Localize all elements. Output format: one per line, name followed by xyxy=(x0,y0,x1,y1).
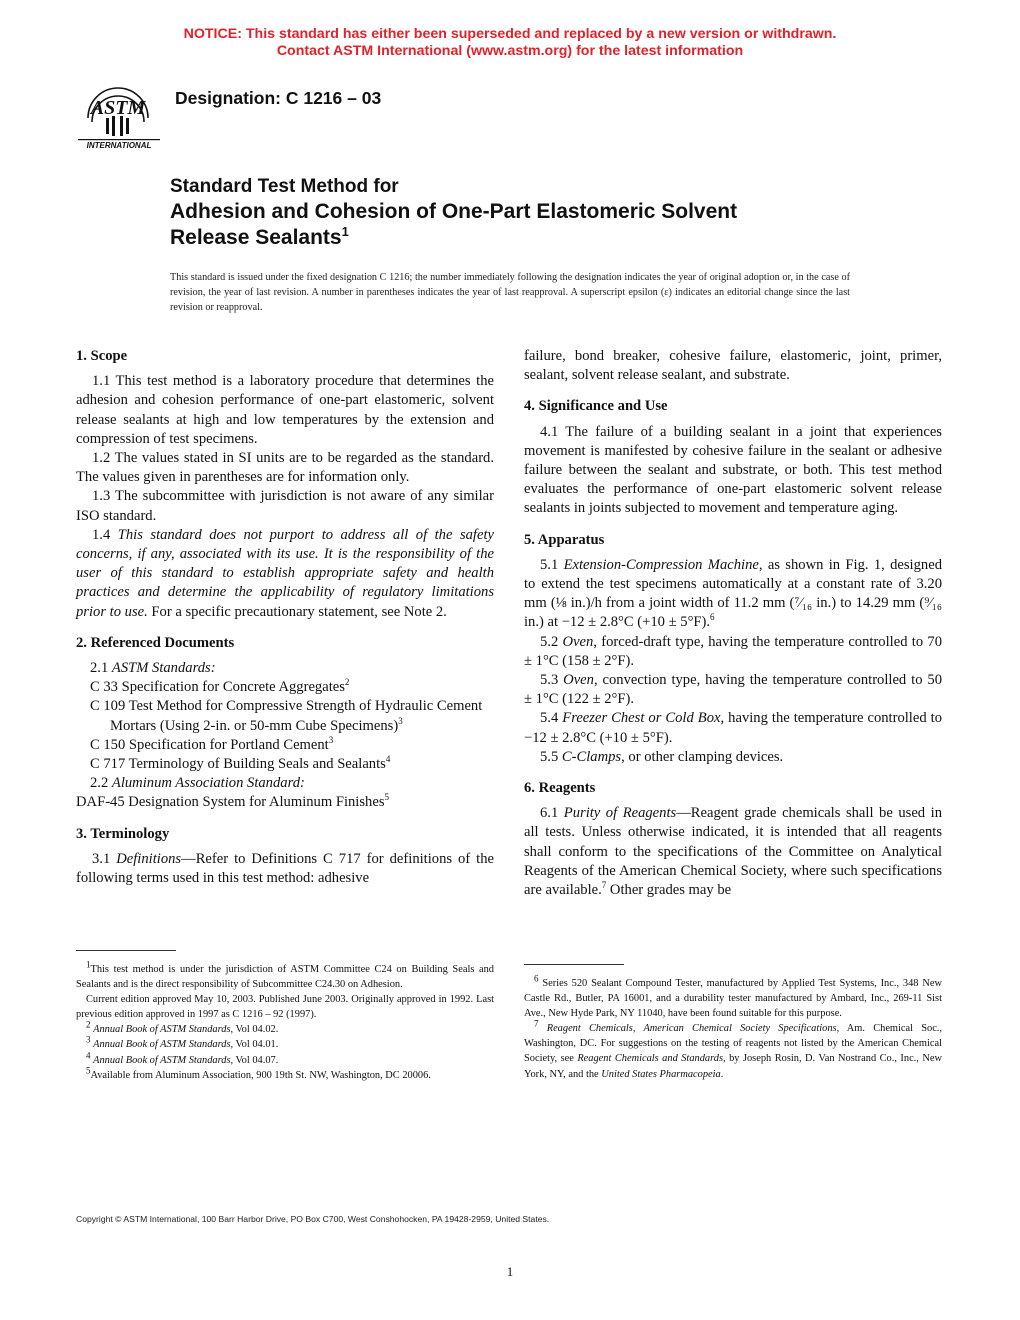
footnote-3-text: , Vol 04.01. xyxy=(230,1039,279,1051)
ref-daf45-text: DAF-45 Designation System for Aluminum Finishes xyxy=(76,794,385,811)
section-5-heading: 5. Apparatus xyxy=(524,531,605,548)
ref-c33 xyxy=(76,678,494,697)
right-column xyxy=(524,347,942,900)
para-1-2: 1.2 The values stated in SI units are to be regarded as the standard. The values given in parentheses are for information only. xyxy=(76,450,494,486)
footnote-7 xyxy=(524,1018,942,1081)
para-6-1-text: —Reagent grade chemicals shall be used in all tests. Unless otherwise indicated, it is intended that all reagents shall conform to the specifications of the Committee on Analytical Reagents of the American Chemical Society, where such specifications are available. xyxy=(524,805,942,899)
section-3-heading: 3. Terminology xyxy=(76,825,170,842)
para-6-1 xyxy=(524,804,942,900)
footnote-1 xyxy=(76,959,494,992)
footnote-7-text-c: . xyxy=(720,1068,724,1080)
para-5-3 xyxy=(524,671,942,709)
para-3-1-italic: Definitions xyxy=(116,850,182,867)
para-6-1-sup: 7 xyxy=(601,880,607,891)
footnote-7-italic-1: Reagent Chemicals, American Chemical Society Specifications xyxy=(546,1023,837,1035)
para-1-3: 1.3 The subcommittee with jurisdiction is not aware of any similar ISO standard. xyxy=(76,488,494,524)
ref-daf45 xyxy=(76,793,494,812)
logo-letters: ASTM xyxy=(90,97,146,119)
para-5-3-text: , convection type, having the temperature controlled to 50 ± 1°C (122 ± 2°F). xyxy=(524,672,942,708)
footnote-7-text-b: , by Joseph Rosin, D. Van Nostrand Co., Inc., New York, NY, and the xyxy=(524,1053,942,1080)
para-5-5-num: 5.5 xyxy=(540,748,559,765)
para-3-1-text: —Refer to Definitions C 717 for definitions of the following terms used in this test method: adhesive xyxy=(76,850,494,887)
para-6-1-end: Other grades may be xyxy=(606,882,732,899)
ref-sub-2-1-num: 2.1 xyxy=(90,660,109,677)
footnote-1b: Current edition approved May 10, 2003. Published June 2003. Originally approved in 1992. Last previous edition approved in 1997 as C 1216 – 92 (1997). xyxy=(76,994,494,1021)
para-5-5-italic: C-Clamps xyxy=(561,748,622,765)
footnote-5-text: Available from Aluminum Association, 900 19th St. NW, Washington, DC 20006. xyxy=(90,1069,431,1081)
para-1-1: 1.1 This test method is a laboratory procedure that determines the adhesion and cohesion performance of one-part elastomeric, solvent release sealants at high and low temperatures by the extension and compression of test specimens. xyxy=(76,373,494,447)
para-5-2-text: , forced-draft type, having the temperature controlled to 70 ± 1°C (158 ± 2°F). xyxy=(524,633,942,669)
notice-banner xyxy=(0,26,1020,60)
para-1-4-num: 1.4 xyxy=(92,526,111,543)
ref-sub-2-2-text: Aluminum Association Standard: xyxy=(111,775,305,792)
para-5-2-num: 5.2 xyxy=(540,633,559,650)
ref-sub-2-2 xyxy=(76,774,494,793)
ref-c150 xyxy=(76,736,494,755)
footnote-2-text: , Vol 04.02. xyxy=(230,1024,279,1036)
ref-c33-sup: 2 xyxy=(344,677,350,688)
footnote-3-num: 3 xyxy=(86,1035,91,1045)
para-3-1 xyxy=(76,850,494,888)
document-title xyxy=(170,175,737,251)
para-5-4-num: 5.4 xyxy=(540,710,559,727)
footnote-7-italic-2: Reagent Chemicals and Standards xyxy=(577,1053,723,1065)
footnote-rule-left xyxy=(76,950,176,951)
footnote-1-text: This test method is under the jurisdiction of ASTM Committee C24 on Building Seals and Sealants and is the direct responsibility of Subcommittee C24.30 on Adhesion. xyxy=(76,964,494,991)
ref-sub-2-2-num: 2.2 xyxy=(90,775,109,792)
ref-sub-2-1 xyxy=(76,659,494,678)
footnote-rule-right xyxy=(524,964,624,965)
footnote-2-italic: Annual Book of ASTM Standards xyxy=(93,1024,231,1036)
left-column xyxy=(76,347,494,888)
footnote-3 xyxy=(76,1037,494,1052)
para-5-5 xyxy=(524,748,942,767)
para-5-5-text: , or other clamping devices. xyxy=(621,748,784,765)
ref-sub-2-1-text: ASTM Standards: xyxy=(111,660,216,677)
para-5-1-text: , as shown in Fig. 1, designed to extend the test specimens automatically at a constant rate of 3.20 mm (⅛ in.)/h from a joint width of 11.2 mm (⁷⁄₁₆ in.) to 14.29 mm (⁹⁄₁₆ in.) at −12 ± 2.8°C (+10 ± 5°F). xyxy=(524,556,942,631)
footnote-6-num: 6 xyxy=(534,973,539,984)
footnote-1-num: 1 xyxy=(86,959,91,970)
footnotes-right xyxy=(524,973,942,1082)
ref-daf45-sup: 5 xyxy=(384,792,389,803)
section-4-heading: 4. Significance and Use xyxy=(524,398,668,415)
para-5-4 xyxy=(524,709,942,747)
para-1-4-end: For a specific precautionary statement, see Note 2. xyxy=(151,603,447,620)
footnote-6-text: Series 520 Sealant Compound Tester, manufactured by Applied Test Systems, Inc., 348 New Castle Rd., Butler, PA 16001, and a durability tester manufactured by Ambard, Inc., 269-11 Sist Ave., New Hyde Park, NY 11040, have been found suitable for this purpose. xyxy=(524,978,942,1020)
section-1-heading: 1. Scope xyxy=(76,348,128,364)
footnote-2-num: 2 xyxy=(86,1019,91,1030)
footnote-6 xyxy=(524,973,942,1021)
para-5-1-num: 5.1 xyxy=(540,556,559,573)
footnote-7-italic-3: United States Pharmacopeia xyxy=(601,1068,721,1080)
title-line-1: Standard Test Method for xyxy=(170,176,399,197)
section-6-heading: 6. Reagents xyxy=(524,780,596,797)
para-5-2-italic: Oven xyxy=(562,633,594,650)
ref-c150-text: C 150 Specification for Portland Cement xyxy=(90,736,329,753)
ref-c109-text: C 109 Test Method for Compressive Strength of Hydraulic Cement Mortars (Using 2-in. or 50-mm Cube Specimens) xyxy=(90,698,483,734)
ref-c717-text: C 717 Terminology of Building Seals and Sealants xyxy=(90,756,386,773)
title-line-3 xyxy=(170,225,737,251)
para-5-1-sup: 6 xyxy=(710,612,715,623)
para-6-1-num: 6.1 xyxy=(540,805,559,822)
astm-logo-icon xyxy=(74,78,162,150)
ref-c33-text: C 33 Specification for Concrete Aggregates xyxy=(90,679,345,696)
footnote-7-num: 7 xyxy=(534,1018,539,1029)
para-6-1-italic: Purity of Reagents xyxy=(563,805,677,822)
para-5-3-num: 5.3 xyxy=(540,672,559,689)
para-5-1-italic: Extension-Compression Machine xyxy=(563,556,759,573)
title-footnote-ref: 1 xyxy=(341,224,349,239)
para-3-1-continued: failure, bond breaker, cohesive failure, elastomeric, joint, primer, sealant, solvent release sealant, and substrate. xyxy=(524,348,942,384)
ref-c109 xyxy=(76,697,494,735)
notice-line-2: Contact ASTM International (www.astm.org) for the latest information xyxy=(276,43,744,59)
ref-c150-sup: 3 xyxy=(328,735,334,745)
para-5-1 xyxy=(524,556,942,633)
footnote-4-num: 4 xyxy=(86,1050,91,1061)
title-line-3-text: Release Sealants xyxy=(170,226,342,249)
ref-c717-sup: 4 xyxy=(385,754,391,765)
para-5-4-italic: Freezer Chest or Cold Box xyxy=(562,710,721,727)
section-2-heading: 2. Referenced Documents xyxy=(76,634,235,651)
footnote-5-num: 5 xyxy=(86,1065,91,1076)
para-5-4-text: , having the temperature controlled to −12 ± 2.8°C (+10 ± 5°F). xyxy=(524,710,942,746)
para-5-2 xyxy=(524,633,942,671)
para-1-4-italic: This standard does not purport to address all of the safety concerns, if any, associated with its use. It is the responsibility of the user of this standard to establish appropriate safety and health practices and determine the applicability of regulatory limitations prior to use. xyxy=(76,526,494,620)
logo-international: INTERNATIONAL xyxy=(86,141,152,150)
para-3-1-num: 3.1 xyxy=(92,850,111,867)
para-5-3-italic: Oven xyxy=(563,672,594,689)
issued-statement: This standard is issued under the fixed designation C 1216; the number immediately following the designation indicates the year of original adoption or, in the case of revision, the year of last revision. A number in parentheses indicates the year of last reapproval. A superscript epsilon (ε) indicates an editorial change since the last revision or reapproval. xyxy=(170,272,850,313)
designation: Designation: C 1216 – 03 xyxy=(175,88,382,108)
notice-line-1: NOTICE: This standard has either been superseded and replaced by a new version or withdrawn. xyxy=(183,26,837,42)
page-number: 1 xyxy=(506,1264,514,1279)
footnote-4 xyxy=(76,1050,494,1068)
footnote-7-text-a: , Am. Chemical Soc., Washington, DC. For suggestions on the testing of reagents not listed by the American Chemical Society, see xyxy=(524,1023,942,1065)
para-4-1: 4.1 The failure of a building sealant in a joint that experiences movement is manifested by cohesive failure in the sealant or adhesive failure between the sealant and substrate, or both. This test method evaluates the performance of one-part elastomeric solvent release sealants in joints subjected to movement and temperature aging. xyxy=(524,423,942,517)
footnote-4-text: , Vol 04.07. xyxy=(230,1054,279,1066)
ref-c109-sup: 3 xyxy=(398,715,403,726)
footnote-4-italic: Annual Book of ASTM Standards xyxy=(93,1054,231,1066)
footnote-3-italic: Annual Book of ASTM Standards xyxy=(93,1039,231,1051)
footnotes-left xyxy=(76,959,494,1083)
title-line-2: Adhesion and Cohesion of One-Part Elastomeric Solvent xyxy=(170,200,738,223)
para-1-4 xyxy=(76,526,494,622)
footnote-5 xyxy=(76,1065,494,1083)
copyright-notice: Copyright © ASTM International, 100 Barr Harbor Drive, PO Box C700, West Conshohocken, PA 19428-2959, United States. xyxy=(76,1214,550,1224)
ref-c717 xyxy=(76,755,494,774)
footnote-2 xyxy=(76,1019,494,1037)
